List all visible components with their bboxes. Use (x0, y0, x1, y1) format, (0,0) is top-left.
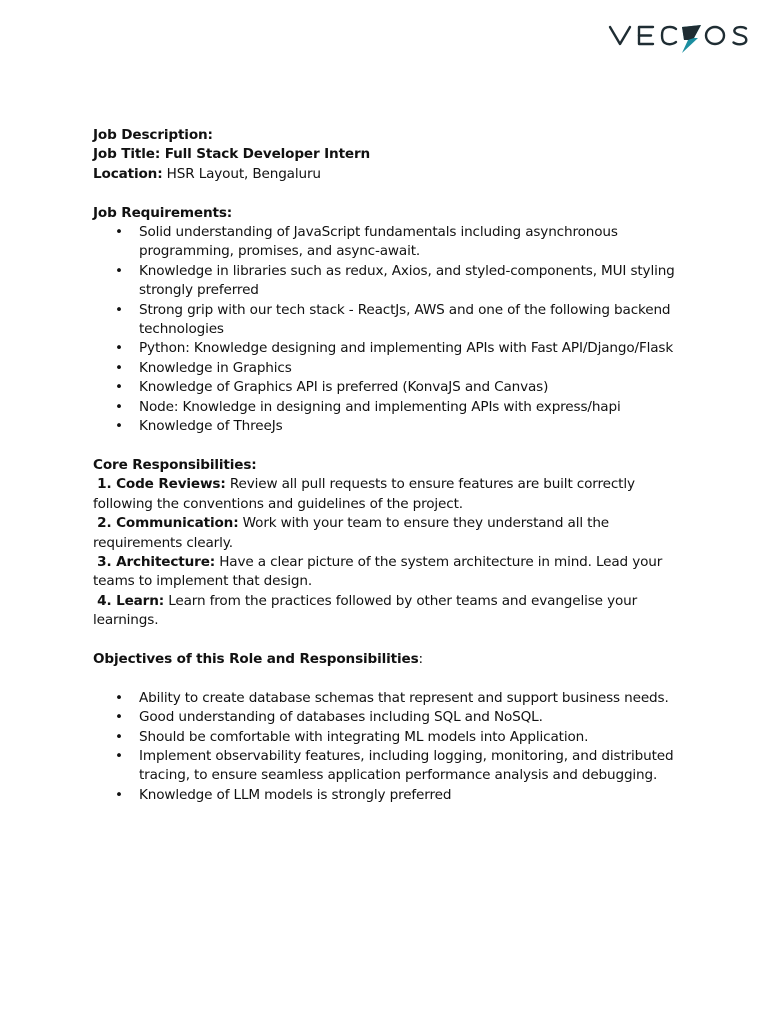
objectives-list (93, 689, 693, 805)
list-item: • Node: Knowledge in designing and implementing APIs with express/hapi (93, 398, 693, 417)
responsibilities-heading: Core Responsibilities: (93, 456, 257, 473)
objectives-heading: Objectives of this Role and Responsibilities (93, 650, 419, 667)
responsibility-label: 3. Architecture: (97, 553, 216, 570)
location-value: HSR Layout, Bengaluru (166, 165, 321, 182)
responsibility-item (93, 475, 693, 514)
list-item: • Implement observability features, including logging, monitoring, and distributed tracing, to ensure seamless application performance analysis and debugging. (93, 747, 693, 786)
location-line (93, 165, 693, 184)
spacer (93, 184, 693, 203)
requirements-list (93, 223, 693, 436)
list-item: • Knowledge of ThreeJs (93, 417, 693, 436)
list-item: • Ability to create database schemas that represent and support business needs. (93, 689, 693, 708)
list-item: • Should be comfortable with integrating ML models into Application. (93, 728, 693, 747)
list-item: • Python: Knowledge designing and implementing APIs with Fast API/Django/Flask (93, 339, 693, 358)
responsibility-text: Review all pull requests to ensure features are built correctly following the conventions and guidelines of the project. (93, 476, 635, 512)
list-item: • Knowledge in Graphics (93, 359, 693, 378)
requirements-heading: Job Requirements: (93, 204, 233, 221)
list-item: • Knowledge of LLM models is strongly preferred (93, 786, 693, 805)
job-description-heading: Job Description: (93, 127, 213, 143)
spacer (93, 631, 693, 650)
list-item: • Strong grip with our tech stack - ReactJs, AWS and one of the following backend technologies (93, 301, 693, 340)
responsibility-text: Learn from the practices followed by other teams and evangelise your learnings. (93, 592, 638, 629)
responsibility-label: 2. Communication: (97, 515, 239, 532)
list-item: • Knowledge of Graphics API is preferred (KonvaJS and Canvas) (93, 378, 693, 397)
vectos-logo-icon (600, 18, 756, 58)
responsibility-item (93, 592, 693, 631)
spacer (93, 436, 693, 455)
spacer (93, 669, 693, 688)
responsibility-text: Have a clear picture of the system architecture in mind. Lead your teams to implement that design. (93, 553, 663, 590)
responsibility-label: 4. Learn: (97, 592, 165, 609)
responsibility-text: Work with your team to ensure they understand all the requirements clearly. (93, 515, 610, 551)
responsibility-item (93, 514, 693, 553)
company-logo (600, 18, 756, 58)
objectives-heading-line (93, 650, 693, 669)
list-item: • Good understanding of databases including SQL and NoSQL. (93, 708, 693, 727)
responsibility-item (93, 553, 693, 592)
list-item: • Solid understanding of JavaScript fundamentals including asynchronous programming, promises, and async-await. (93, 223, 693, 262)
list-item: • Knowledge in libraries such as redux, Axios, and styled-components, MUI styling strongly preferred (93, 262, 693, 301)
location-label: Location: (93, 165, 163, 182)
job-description-document (93, 126, 693, 805)
responsibility-label: 1. Code Reviews: (97, 476, 226, 493)
job-title-line: Job Title: Full Stack Developer Intern (93, 146, 371, 163)
objectives-heading-suffix: : (418, 650, 423, 667)
